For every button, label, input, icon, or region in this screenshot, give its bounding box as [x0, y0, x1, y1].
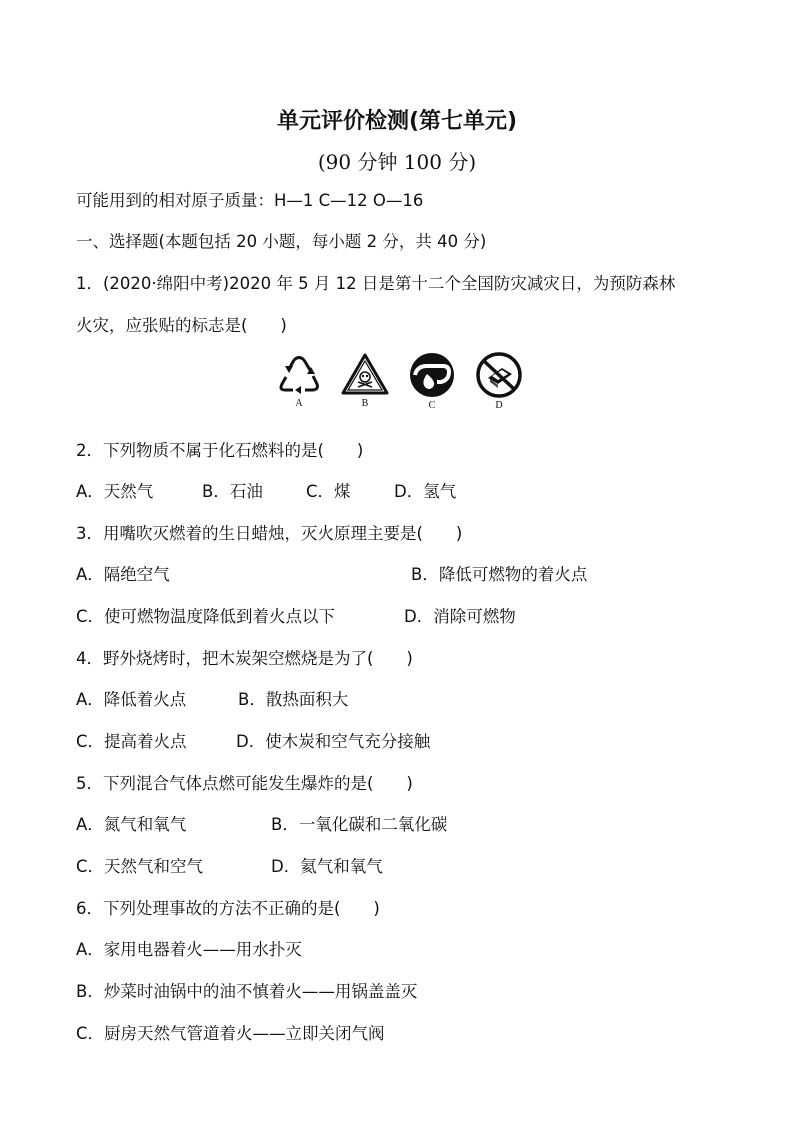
question-3-option-a: A．隔绝空气	[76, 565, 170, 584]
question-4-option-d: D．使木炭和空气充分接触	[236, 732, 431, 751]
sign-d	[472, 352, 526, 411]
question-4-option-b: B．散热面积大	[238, 690, 349, 709]
question-6-stem: 6．下列处理事故的方法不正确的是( )	[76, 899, 380, 918]
question-2-option-b: B．石油	[202, 482, 263, 501]
question-5-option-b: B．一氧化碳和二氧化碳	[271, 815, 448, 834]
question-2-option-c: C．煤	[306, 482, 351, 501]
question-5-stem: 5．下列混合气体点燃可能发生爆炸的是( )	[76, 774, 413, 793]
toxic-warning-icon	[340, 352, 390, 396]
sign-a	[272, 352, 326, 409]
no-fire-icon	[474, 352, 524, 398]
sign-b	[338, 352, 392, 409]
sign-b-label: B	[361, 398, 369, 409]
question-5-option-d: D．氦气和氧气	[271, 857, 383, 876]
question-3-stem: 3．用嘴吹灭燃着的生日蜡烛，灭火原理主要是( )	[76, 524, 463, 543]
section-heading: 一、选择题(本题包括 20 小题，每小题 2 分，共 40 分)	[76, 232, 487, 251]
recycle-icon	[275, 352, 323, 396]
question-1-signs	[272, 352, 532, 416]
question-2-option-d: D．氢气	[394, 482, 457, 501]
sign-c-label: C	[428, 400, 436, 411]
question-5-option-c: C．天然气和空气	[76, 857, 204, 876]
question-2-stem: 2．下列物质不属于化石燃料的是( )	[76, 441, 364, 460]
question-6-option-c: C．厨房天然气管道着火——立即关闭气阀	[76, 1024, 385, 1043]
question-4-stem: 4．野外烧烤时，把木炭架空燃烧是为了( )	[76, 649, 413, 668]
question-5-option-a: A．氮气和氧气	[76, 815, 187, 834]
question-4-option-c: C．提高着火点	[76, 732, 187, 751]
question-3-option-c: C．使可燃物温度降低到着火点以下	[76, 607, 336, 626]
sign-c	[405, 352, 459, 411]
question-3-option-b: B．降低可燃物的着火点	[411, 565, 588, 584]
question-3-option-d: D．消除可燃物	[404, 607, 516, 626]
page-title: 单元评价检测(第七单元)	[276, 109, 518, 134]
sign-d-label: D	[495, 400, 503, 411]
question-2-option-a: A．天然气	[76, 482, 154, 501]
water-saving-icon	[407, 352, 457, 398]
page-subtitle: (90 分钟 100 分)	[317, 150, 477, 174]
question-4-option-a: A．降低着火点	[76, 690, 187, 709]
question-1-stem-line1: 1．(2020·绵阳中考)2020 年 5 月 12 日是第十二个全国防灾减灾日，为预防森林	[76, 274, 676, 293]
question-6-option-a: A．家用电器着火——用水扑灭	[76, 940, 302, 959]
sign-a-label: A	[295, 398, 303, 409]
question-1-stem-line2: 火灾，应张贴的标志是( )	[76, 316, 287, 335]
atomic-mass-line: 可能用到的相对原子质量：H—1 C—12 O—16	[76, 191, 424, 210]
question-6-option-b: B．炒菜时油锅中的油不慎着火——用锅盖盖灭	[76, 982, 418, 1001]
